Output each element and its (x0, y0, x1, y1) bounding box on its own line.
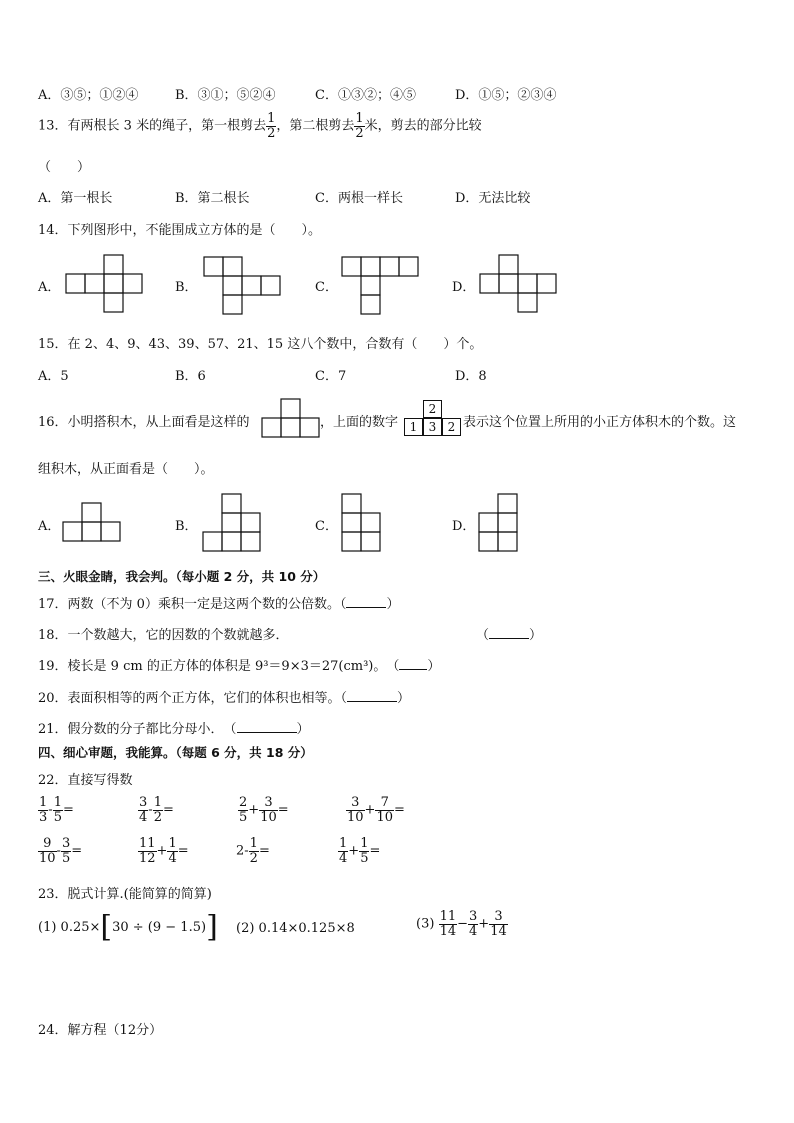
frac-numerator: 1 (53, 795, 62, 810)
frac-numerator: 1 (267, 111, 276, 126)
frac-denominator: 4 (139, 809, 148, 825)
q14-net-b (204, 257, 280, 315)
expr-prefix: (3) (416, 916, 435, 932)
fraction (138, 837, 157, 865)
q20-answer-blank[interactable] (347, 689, 397, 702)
equals: = (258, 843, 270, 859)
frac-denominator: 2 (153, 809, 162, 825)
fraction (53, 796, 63, 824)
frac-numerator: 3 (346, 796, 365, 811)
q13-part1: 13．有两根长 3 米的绳子，第一根剪去 (38, 118, 267, 134)
fraction (375, 796, 394, 824)
q15-option-a: A．5 (38, 369, 69, 384)
q12-option-a: A．③⑤；①②④ (38, 88, 139, 103)
bracket-open: [ (100, 909, 113, 945)
frac-numerator: 1 (39, 795, 48, 810)
q21-text: 21．假分数的分子都比分母小． （ (38, 722, 237, 737)
q13-fraction-1 (266, 112, 276, 140)
fraction (338, 837, 348, 865)
q17-answer-blank[interactable] (346, 595, 386, 608)
frac-denominator: 10 (347, 809, 364, 825)
q17 (38, 593, 399, 612)
section-3-heading: 三、火眼金睛，我会判。（每小题 2 分，共 10 分） (38, 569, 326, 584)
q23-expr-3 (416, 910, 508, 938)
frac-numerator: 7 (375, 796, 394, 811)
q22-item-2 (138, 796, 174, 824)
frac-denominator: 5 (61, 850, 71, 866)
q12-option-b: B．③①；⑤②④ (175, 88, 276, 103)
q17-text: 17．两数（不为 0）乘积一定是这两个数的公倍数。（ (38, 597, 347, 612)
fraction (138, 796, 148, 824)
q19 (38, 655, 440, 674)
frac-denominator: 2 (249, 850, 258, 866)
q18-paren-close: ） (529, 628, 543, 643)
section-4-heading: 四、细心审题，我能算。（每题 6 分，共 18 分） (38, 745, 313, 760)
frac-numerator: 1 (168, 836, 177, 851)
q22-stem: 22．直接写得数 (38, 773, 133, 788)
whole-number: 2- (236, 843, 249, 859)
frac-denominator: 5 (53, 809, 62, 825)
frac-denominator: 2 (267, 125, 276, 141)
fraction (359, 837, 369, 865)
frac-numerator: 2 (239, 795, 248, 810)
q13-option-d: D．无法比较 (455, 191, 531, 206)
q13-answer-paren: （ ） (38, 160, 91, 175)
q22-item-1 (38, 796, 74, 824)
operator: + (348, 843, 360, 859)
frac-denominator: 3 (39, 809, 48, 825)
fraction (489, 910, 508, 938)
frac-numerator: 1 (360, 836, 369, 851)
operator: − (457, 916, 469, 932)
q18 (38, 624, 289, 643)
q20-text: 20．表面积相等的两个正方体，它们的体积也相等。（ (38, 691, 348, 706)
q13-fraction-2 (354, 112, 364, 140)
q16-front-view-b (203, 494, 261, 552)
operator: + (156, 843, 168, 859)
q14-stem: 14．下列图形中，不能围成立方体的是（ ）。 (38, 223, 322, 238)
q24-stem: 24．解方程（12分） (38, 1023, 163, 1038)
q22-item-3 (238, 796, 289, 824)
q16-part3: 表示这个位置上所用的小正方体积木的个数。这 (463, 415, 737, 430)
frac-numerator: 1 (249, 836, 258, 851)
q14-label-b: B． (175, 280, 198, 295)
frac-numerator: 3 (139, 795, 148, 810)
frac-denominator: 14 (439, 923, 457, 939)
q18-paren-open: （ (476, 628, 490, 643)
frac-numerator: 3 (489, 910, 508, 925)
q13-option-a: A．第一根长 (38, 191, 113, 206)
q14-net-a (66, 255, 142, 313)
equals: = (71, 843, 83, 859)
fraction (346, 796, 365, 824)
q16-part2: ，上面的数字 (320, 415, 399, 430)
q15-option-b: B．6 (175, 369, 206, 384)
fraction (249, 837, 259, 865)
frac-numerator: 3 (469, 909, 478, 924)
frac-denominator: 5 (360, 850, 369, 866)
frac-numerator: 11 (139, 836, 156, 851)
q21-answer-blank[interactable] (237, 720, 297, 733)
equals: = (277, 802, 289, 818)
fraction (38, 796, 48, 824)
fraction (468, 910, 478, 938)
expr-inner: 30 ÷ (9 − 1.5) (112, 920, 207, 935)
frac-numerator: 1 (355, 111, 364, 126)
q23-stem: 23．脱式计算.(能简算的简算) (38, 887, 212, 902)
fraction (153, 796, 163, 824)
frac-numerator: 9 (38, 837, 57, 852)
q16-front-view-c (342, 494, 382, 552)
q16-label-b: B． (175, 519, 198, 534)
q14-label-c: C． (315, 280, 338, 295)
q12-option-c: C．①③②；④⑤ (315, 88, 416, 103)
q14-net-c (342, 257, 418, 315)
operator: - (48, 802, 53, 818)
q14-label-a: A． (38, 280, 61, 295)
fraction (259, 796, 278, 824)
q16-label-c: C． (315, 519, 338, 534)
fraction (238, 796, 248, 824)
frac-denominator: 10 (376, 809, 393, 825)
q20-paren-close: ） (397, 691, 411, 706)
q21-paren-close: ） (296, 722, 310, 737)
frac-numerator: 1 (153, 795, 162, 810)
q13-part3: 米，剪去的部分比较 (364, 118, 482, 134)
q19-paren-close: ） (427, 659, 441, 674)
frac-denominator: 4 (469, 923, 478, 939)
equals: = (394, 802, 405, 818)
q15-option-d: D．8 (455, 369, 487, 384)
frac-numerator: 3 (61, 836, 71, 851)
frac-denominator: 12 (139, 850, 156, 866)
frac-denominator: 10 (260, 809, 277, 825)
q16-label-a: A． (38, 519, 61, 534)
frac-denominator: 4 (339, 850, 348, 866)
frac-numerator: 3 (259, 796, 278, 811)
equals: = (369, 843, 381, 859)
q15-option-c: C．7 (315, 369, 347, 384)
frac-denominator: 10 (39, 850, 56, 866)
q12-option-d: D．①⑤；②③④ (455, 88, 557, 103)
q16-part1: 16．小明搭积木，从上面看是这样的 (38, 415, 250, 430)
q22-item-4 (346, 796, 405, 824)
operator: + (248, 802, 260, 818)
operator: - (56, 843, 61, 859)
q22-item-7 (236, 837, 270, 865)
q22-item-5 (38, 837, 82, 865)
frac-denominator: 14 (490, 923, 507, 939)
q18-text: 18．一个数越大，它的因数的个数就越多． (38, 628, 289, 643)
q19-answer-blank[interactable] (399, 657, 427, 670)
q16-front-view-a (63, 503, 121, 541)
q16-label-d: D． (452, 519, 476, 534)
q20 (38, 687, 410, 706)
equals: = (177, 843, 189, 859)
frac-numerator: 1 (339, 836, 348, 851)
expr-prefix: (1) 0.25× (38, 920, 101, 935)
q13-stem (38, 112, 482, 140)
q13-part2: ，第二根剪去 (276, 118, 355, 134)
equals: = (162, 802, 174, 818)
q21 (38, 718, 310, 737)
q13-option-c: C．两根一样长 (315, 191, 403, 206)
q16-digit-left: 1 (404, 418, 423, 436)
frac-denominator: 4 (168, 850, 177, 866)
operator: + (364, 802, 376, 818)
q23-expr-2: (2) 0.14×0.125×8 (236, 921, 355, 936)
q19-text: 19．棱长是 9 cm 的正方体的体积是 9³＝9×3＝27(cm³)。 （ (38, 659, 400, 674)
q16-number-grid (404, 400, 461, 436)
q16-digit-middle: 3 (423, 418, 442, 436)
equals: = (62, 802, 74, 818)
q18-answer (476, 624, 542, 643)
q18-answer-blank[interactable] (489, 626, 529, 639)
q14-net-d (480, 255, 556, 313)
q13-option-b: B．第二根长 (175, 191, 250, 206)
operator: - (148, 802, 153, 818)
frac-denominator: 2 (355, 125, 364, 141)
q15-stem: 15．在 2、4、9、43、39、57、21、15 这八个数中，合数有（ ）个。 (38, 337, 483, 352)
fraction (61, 837, 71, 865)
fraction (439, 910, 458, 938)
q22-item-8 (338, 837, 380, 865)
q16-top-view (262, 399, 319, 437)
frac-denominator: 5 (239, 809, 248, 825)
q23-expr-1 (38, 909, 218, 945)
q16-front-view-d (479, 494, 519, 552)
q16-digit-top: 2 (423, 400, 442, 418)
bracket-close: ] (206, 909, 218, 945)
fraction (38, 837, 57, 865)
q16-digit-right: 2 (442, 418, 461, 436)
q17-paren-close: ） (386, 597, 400, 612)
fraction (167, 837, 177, 865)
frac-numerator: 11 (439, 909, 457, 924)
q16-line2: 组积木，从正面看是（ ）。 (38, 462, 214, 477)
operator: + (478, 916, 490, 932)
q14-label-d: D． (452, 280, 476, 295)
q22-item-6 (138, 837, 189, 865)
